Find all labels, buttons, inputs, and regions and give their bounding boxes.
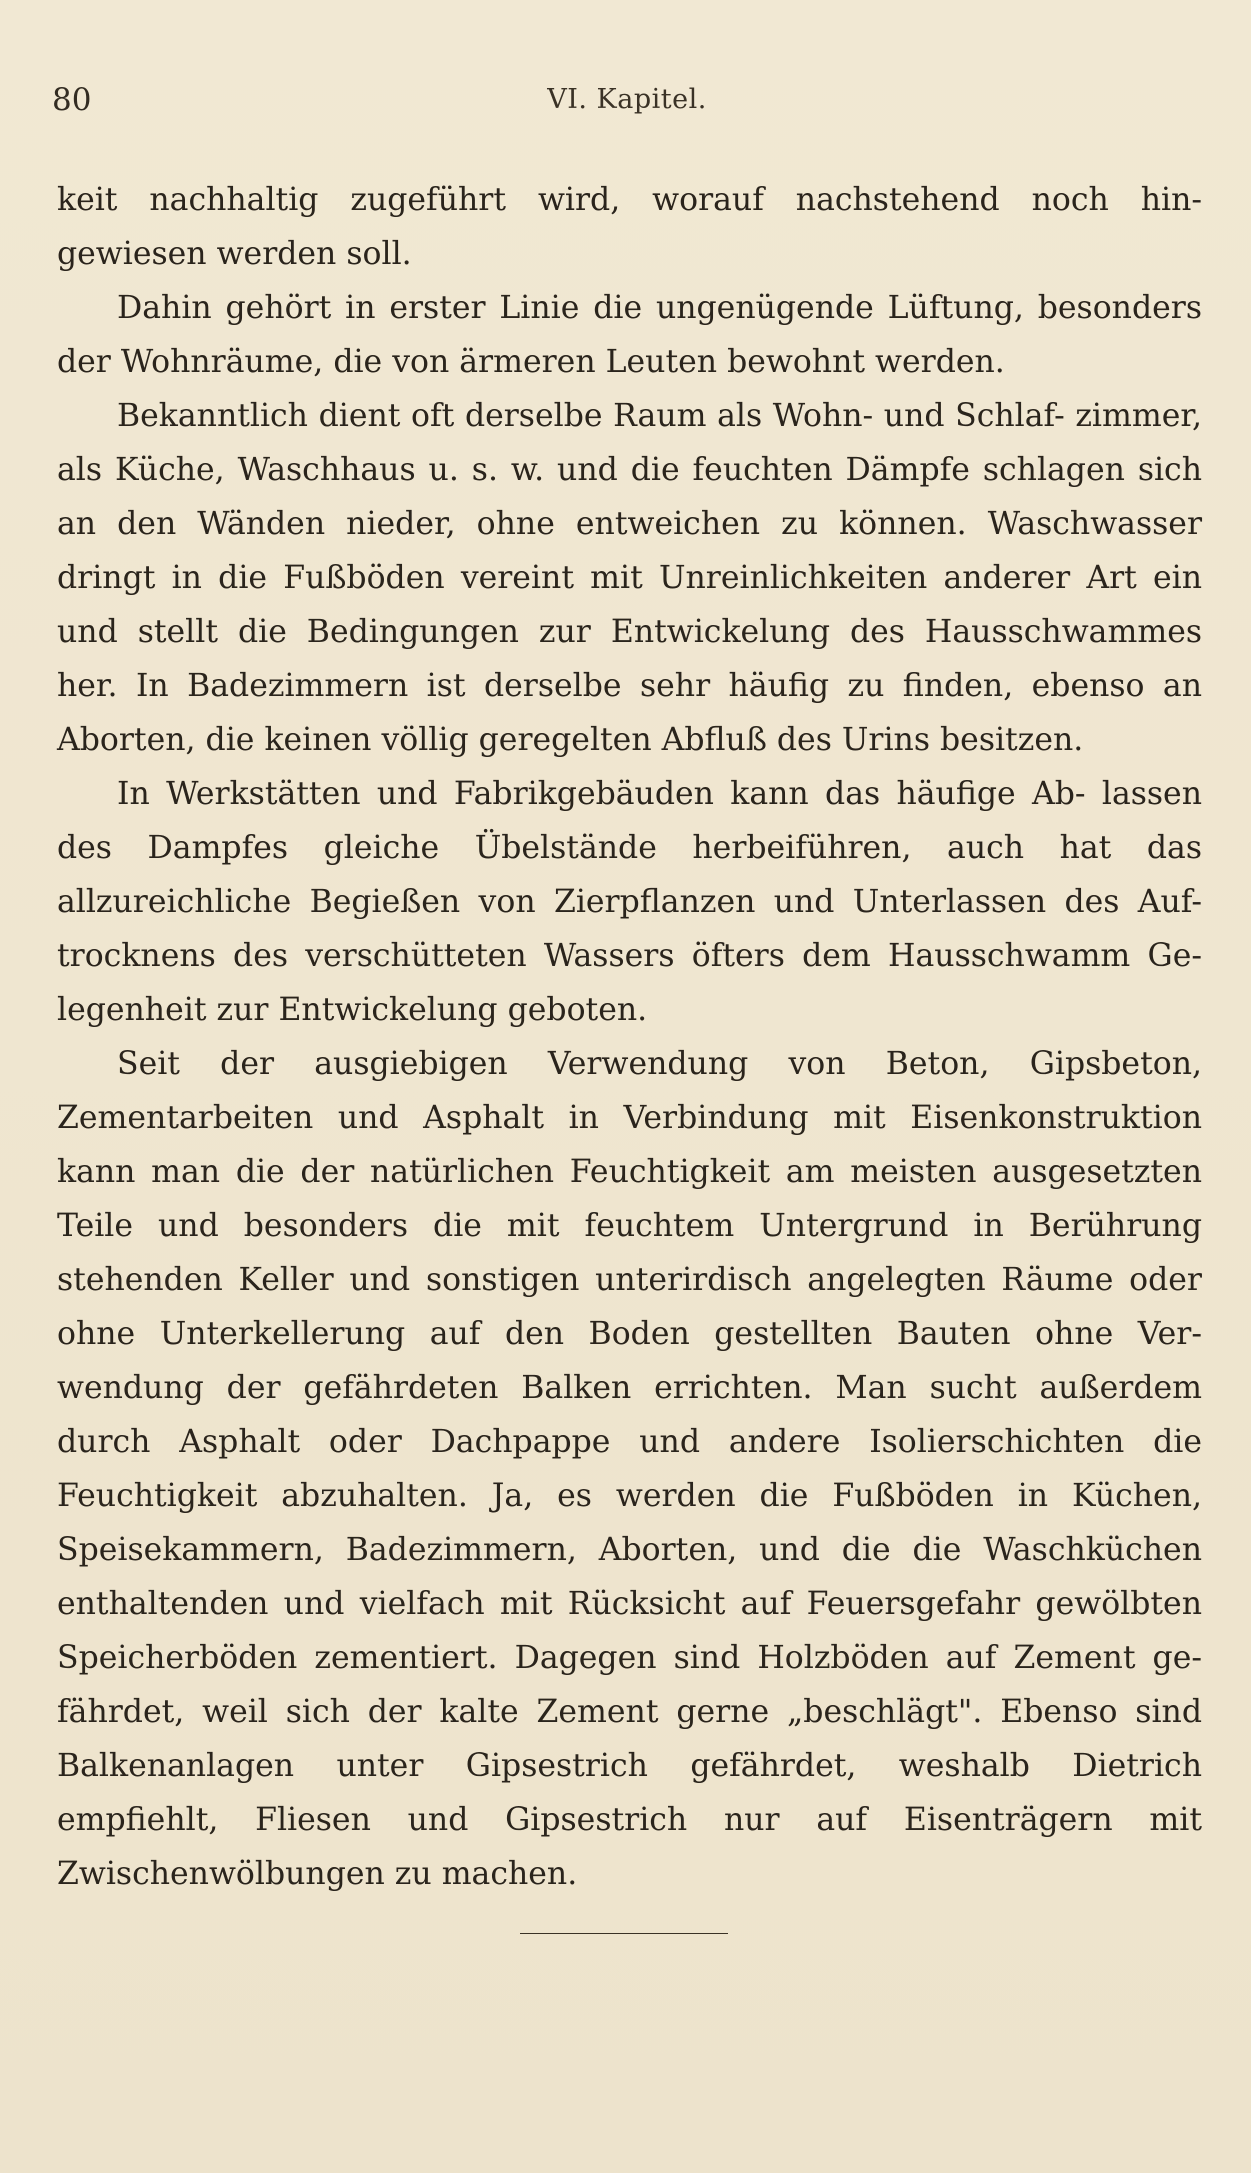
paragraph-continuation: keit nachhaltig zugeführt wird, worauf nachstehend noch hin- gewiesen werden soll. xyxy=(57,182,1202,272)
paragraph: Bekanntlich dient oft derselbe Raum als Wohn- und Schlaf- zimmer, als Küche, Waschhaus u. s. w. und die feuchten Dämpfe schlagen sich an den Wänden nieder, ohne entweichen zu können. Waschwasser dringt in die Fußböden vereint mit Unreinlichkeiten anderer Art ein und stellt die Bedingungen zur Entwickelung des Hausschwammes her. In Badezimmern ist derselbe sehr häufig zu finden, ebenso an Aborten, die keinen völlig geregelten Abfluß des Urins besitzen. xyxy=(57,398,1202,758)
running-head: VI. Kapitel. xyxy=(547,84,707,115)
body-text xyxy=(57,173,1202,1901)
page-header xyxy=(52,82,1202,122)
section-end-rule xyxy=(520,1933,728,1934)
paragraph: Seit der ausgiebigen Verwendung von Beton, Gipsbeton, Zementarbeiten und Asphalt in Verbindung mit Eisenkonstruktion kann man die der natürlichen Feuchtigkeit am meisten ausgesetzten Teile und besonders die mit feuchtem Untergrund in Berührung stehenden Keller und sonstigen unterirdisch angelegten Räume oder ohne Unterkellerung auf den Boden gestellten Bauten ohne Ver- wendung der gefährdeten Balken errichten. Man sucht außerdem durch Asphalt oder Dachpappe und andere Isolierschichten die Feuchtigkeit abzuhalten. Ja, es werden die Fußböden in Küchen, Speisekammern, Badezimmern, Aborten, und die die Waschküchen enthaltenden und vielfach mit Rücksicht auf Feuersgefahr gewölbten Speicherböden zementiert. Dagegen sind Holzböden auf Zement ge- fährdet, weil sich der kalte Zement gerne „beschlägt". Ebenso sind Balkenanlagen unter Gipsestrich gefährdet, weshalb Dietrich empfiehlt, Fliesen und Gipsestrich nur auf Eisenträgern mit Zwischenwölbungen zu machen. xyxy=(57,1046,1202,1892)
page-number: 80 xyxy=(52,82,92,118)
paragraph: Dahin gehört in erster Linie die ungenügende Lüftung, besonders der Wohnräume, die von ärmeren Leuten bewohnt werden. xyxy=(57,290,1202,380)
paragraph: In Werkstätten und Fabrikgebäuden kann das häufige Ab- lassen des Dampfes gleiche Übelstände herbeiführen, auch hat das allzureichliche Begießen von Zierpflanzen und Unterlassen des Auf- trocknens des verschütteten Wassers öfters dem Hausschwamm Ge- legenheit zur Entwickelung geboten. xyxy=(57,776,1202,1028)
